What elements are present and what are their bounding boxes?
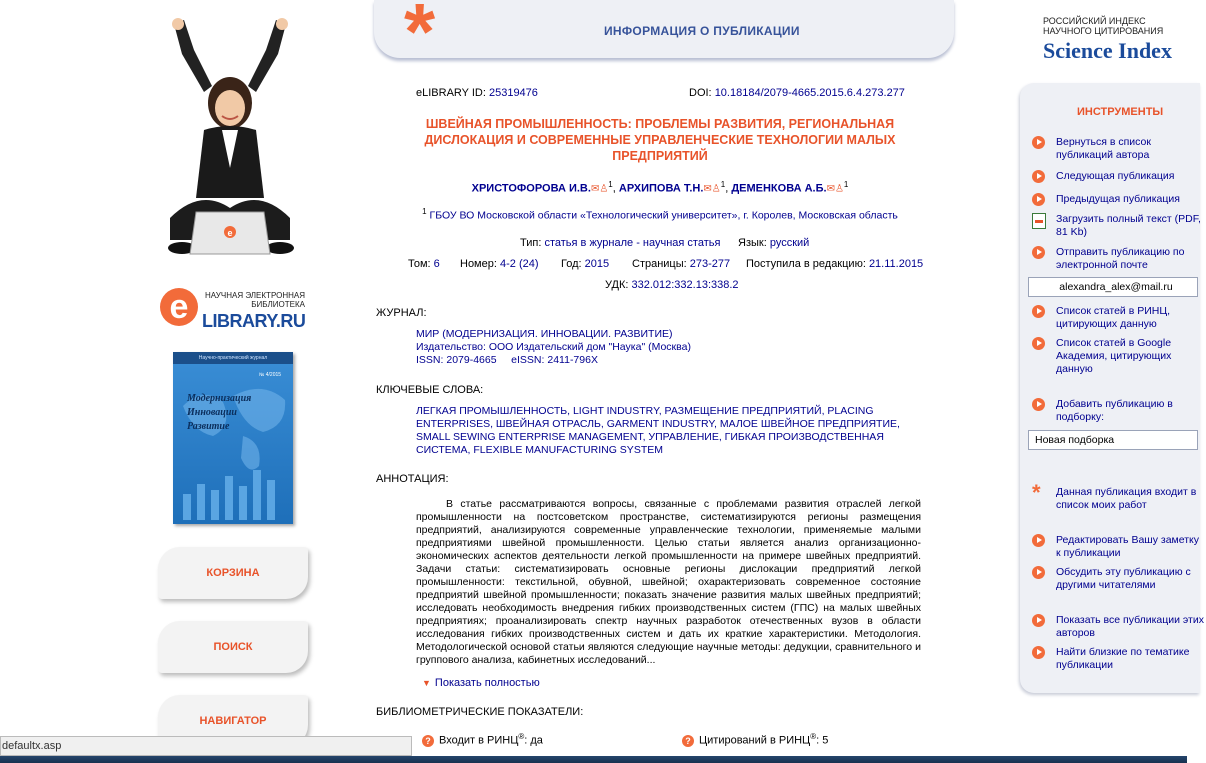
arrow-right-icon — [1032, 305, 1045, 318]
profile-icon[interactable]: ♙ — [711, 183, 721, 195]
browser-status-bar: defaultx.asp — [0, 736, 412, 756]
hero-illustration — [160, 18, 300, 264]
tool-label: Показать все публикации этих авторов — [1056, 614, 1204, 639]
number-link[interactable]: 4-2 (24) — [499, 258, 539, 270]
arrow-right-icon — [1032, 193, 1045, 206]
page-title: ИНФОРМАЦИЯ О ПУБЛИКАЦИИ — [604, 24, 800, 38]
pub-pages — [632, 258, 730, 270]
tool-label: Вернуться в список публикаций автора — [1056, 136, 1151, 161]
profile-icon[interactable]: ♙ — [834, 183, 844, 195]
doi — [689, 87, 905, 99]
pub-udk — [605, 279, 739, 291]
pub-year — [561, 258, 609, 270]
keywords-section-label: КЛЮЧЕВЫЕ СЛОВА: — [376, 384, 484, 396]
elibrary-id — [416, 87, 538, 99]
logo-subtitle-line2: БИБЛИОТЕКА — [251, 300, 305, 309]
eissn-label: eISSN: — [511, 354, 545, 366]
publisher-city: (Москва) — [648, 341, 691, 353]
tool-label: Предыдущая публикация — [1056, 193, 1180, 205]
asterisk-icon: * — [1032, 480, 1041, 505]
publication-title: ШВЕЙНАЯ ПРОМЫШЛЕННОСТЬ: ПРОБЛЕМЫ РАЗВИТИЯ, РЕГИОНАЛЬНАЯ ДИСЛОКАЦИЯ И СОВРЕМЕННЫЕ УПРАВЛЕНЧЕСКИЕ ТЕХНОЛОГИИ МАЛЫХ ПРЕДПРИЯТИЙ — [424, 117, 896, 163]
collection-select[interactable]: Новая подборка — [1028, 430, 1198, 450]
arrow-right-icon — [1032, 534, 1045, 547]
cart-button[interactable]: КОРЗИНА — [158, 547, 308, 599]
elibrary-logo[interactable] — [160, 288, 310, 332]
email-icon[interactable]: ✉ — [590, 183, 600, 195]
pub-received — [746, 258, 923, 270]
tool-label: Найти близкие по тематике публикации — [1056, 646, 1190, 671]
show-full-label: Показать полностью — [434, 677, 540, 689]
arrow-right-icon — [1032, 136, 1045, 149]
cover-top-line: Научно-практический журнал — [173, 352, 293, 364]
authors-line: ХРИСТОФОРОВА И.В.✉♙$^1$, АРХИПОВА Т.Н.✉♙$^1$, ДЕМЕНКОВА А.Б.✉♙$^1$ — [471, 180, 849, 195]
rinc-label: Входит в РИНЦ — [439, 734, 519, 747]
pub-volume — [408, 258, 440, 270]
elibrary-id-value: 25319476 — [488, 87, 538, 99]
email-icon[interactable]: ✉ — [703, 183, 712, 195]
citations-sup: ® — [810, 732, 817, 741]
cover-title-line1: Модернизация — [187, 393, 252, 404]
cover-title-line3: Развитие — [187, 421, 230, 432]
author-link[interactable]: ХРИСТОФОРОВА И.В. — [471, 182, 591, 195]
lang-label: Язык: — [738, 237, 767, 249]
journal-name-link[interactable]: МИР (МОДЕРНИЗАЦИЯ. ИННОВАЦИИ. РАЗВИТИЕ) — [416, 328, 673, 340]
tool-label: Добавить публикацию в подборку: — [1056, 398, 1173, 423]
citations-value: : 5 — [816, 734, 829, 747]
volume-label: Том: — [408, 258, 431, 270]
arrow-right-icon — [1032, 646, 1045, 659]
lang-value: русский — [769, 237, 810, 249]
arrow-right-icon — [1032, 398, 1045, 411]
svg-text:e: e — [227, 228, 233, 238]
author-sup: 1 — [720, 180, 726, 189]
arrow-right-icon — [1032, 566, 1045, 579]
author-sup: 1 — [608, 180, 613, 189]
tool-label: Данная публикация входит в список моих работ — [1056, 486, 1197, 511]
science-index-logo[interactable]: Science Index — [1043, 38, 1172, 63]
publisher-link[interactable]: ООО Издательский дом "Наука" — [488, 341, 646, 353]
udk-value: 332.012:332.13:338.2 — [631, 279, 739, 291]
science-index-subtitle — [1043, 16, 1163, 36]
tool-label: Список статей в РИНЦ, цитирующих данную — [1056, 305, 1171, 330]
cover-title-line2: Инновации — [187, 407, 237, 418]
cover-world-map — [173, 366, 293, 524]
elibrary-id-label: eLIBRARY ID: — [416, 87, 486, 99]
udk-label: УДК: — [605, 279, 629, 291]
cover-issue: № 4/2015 — [259, 372, 282, 378]
science-index-line2: НАУЧНОГО ЦИТИРОВАНИЯ — [1043, 26, 1164, 36]
issn-value: 2079-4665 — [446, 354, 497, 366]
arrow-right-icon — [1032, 614, 1045, 627]
pages-label: Страницы: — [632, 258, 687, 270]
tool-label: Редактировать Вашу заметку к публикации — [1056, 534, 1200, 559]
received-label: Поступила в редакцию: — [746, 258, 866, 270]
received-value: 21.11.2015 — [868, 258, 924, 270]
year-label: Год: — [561, 258, 582, 270]
year-value: 2015 — [584, 258, 610, 270]
doi-label: DOI: — [689, 87, 712, 99]
number-label: Номер: — [460, 258, 497, 270]
author-link[interactable]: ДЕМЕНКОВА А.Б. — [731, 182, 827, 195]
eissn-value: 2411-796X — [547, 354, 598, 366]
help-icon[interactable]: ? — [422, 735, 434, 747]
journal-info — [416, 328, 921, 367]
page-banner — [374, 0, 954, 76]
science-index-line1: РОССИЙСКИЙ ИНДЕКС — [1043, 16, 1146, 26]
pub-type — [520, 237, 720, 249]
email-input[interactable]: alexandra_alex@mail.ru — [1028, 277, 1198, 297]
author-link[interactable]: АРХИПОВА Т.Н. — [618, 182, 704, 195]
asterisk-icon: * — [404, 0, 436, 76]
help-icon[interactable]: ? — [682, 735, 694, 747]
rinc-status — [422, 732, 543, 747]
type-label: Тип: — [520, 237, 542, 249]
doi-link[interactable]: 10.18184/2079-4665.2015.6.4.273.277 — [714, 87, 905, 99]
affiliation-link[interactable]: ГБОУ ВО Московской области «Технологический университет», г. Королев, Московская область — [429, 209, 898, 222]
type-value: статья в журнале - научная статья — [544, 237, 721, 249]
rinc-value: : да — [524, 734, 543, 747]
annotation-section-label: АННОТАЦИЯ: — [376, 473, 449, 485]
pub-lang — [738, 237, 809, 249]
journal-cover[interactable] — [173, 352, 293, 524]
tool-label: Следующая публикация — [1056, 170, 1175, 182]
pdf-icon — [1032, 213, 1046, 229]
volume-value: 6 — [433, 258, 440, 270]
author-sup: 1 — [843, 180, 849, 189]
arrow-right-icon — [1032, 246, 1045, 259]
journal-section-label: ЖУРНАЛ: — [376, 307, 427, 319]
rinc-sup: ® — [518, 732, 525, 741]
logo-subtitle-line1: НАУЧНАЯ ЭЛЕКТРОННАЯ — [205, 291, 305, 300]
publisher-label: Издательство: — [416, 341, 486, 353]
tool-label: Отправить публикацию по электронной почте — [1056, 246, 1185, 271]
affiliation — [390, 207, 930, 222]
biblio-section-label: БИБЛИОМЕТРИЧЕСКИЕ ПОКАЗАТЕЛИ: — [376, 706, 584, 718]
arrow-right-icon — [1032, 170, 1045, 183]
tools-title: ИНСТРУМЕНТЫ — [1077, 106, 1164, 118]
logo-wordmark: LIBRARY.RU — [202, 311, 306, 331]
issn-label: ISSN: — [416, 354, 444, 366]
show-full-link[interactable] — [422, 677, 540, 689]
citations-label: Цитирований в РИНЦ — [699, 734, 811, 747]
pages-value: 273-277 — [689, 258, 731, 270]
navigator-button[interactable]: НАВИГАТОР — [158, 695, 308, 747]
profile-icon[interactable]: ♙ — [599, 183, 609, 195]
triangle-down-icon: ▼ — [422, 678, 431, 688]
arrow-right-icon — [1032, 337, 1045, 350]
search-button[interactable]: ПОИСК — [158, 621, 308, 673]
tool-label: Список статей в Google Академия, цитирующих данную — [1056, 337, 1172, 375]
tool-label: Загрузить полный текст (PDF, 81 Kb) — [1056, 213, 1201, 238]
annotation-text: В статье рассматриваются вопросы, связанные с проблемами развития отраслей легкой промышленности на постсоветском пространстве, систематизируются регионы размещения предприятий, анализируются современные управленческие технологии, применяемые малыми предприятиями швейной промышленности. Целью статьи является анализ организационно-экономических аспектов деятельности легкой промышленности на примере швейных предприятий. Задачи статьи: систематизировать основные регионы дислокации предприятий легкой промышленности: текстильной, обувной, швейной; охарактеризовать современное состояние предприятий швейной промышленности; показать значение развития малых швейных предприятий; исследовать необходимость внедрения гибких производственных систем (ГПС) на малых швейных предприятиях; проанализировать спектр научных разработок отечественных вузов в области исследования гибких производственных систем и дать их краткие характеристики. Методология. Методологической основой статьи являются следующие научные методы: дедукции, сравнительного и группового анализа, кабинетных исследований... — [416, 498, 921, 666]
tool-label: Обсудить эту публикацию с другими читателями — [1056, 566, 1191, 591]
citations-count — [682, 732, 828, 747]
logo-e-mark: e — [160, 288, 198, 326]
affiliation-sup: 1 — [422, 207, 427, 216]
pub-number — [460, 258, 539, 270]
os-taskbar[interactable] — [0, 756, 1187, 763]
email-icon[interactable]: ✉ — [826, 183, 835, 195]
keywords-list[interactable]: ЛЕГКАЯ ПРОМЫШЛЕННОСТЬ, LIGHT INDUSTRY, РАЗМЕЩЕНИЕ ПРЕДПРИЯТИЙ, PLACING ENTERPRISES, ШВЕЙНАЯ ОТРАСЛЬ, GARMENT INDUSTRY, МАЛОЕ ШВЕЙНОЕ ПРЕДПРИЯТИЕ, SMALL SEWING ENTERPRISE MANAGEMENT, УПРАВЛЕНИЕ, ГИБКАЯ ПРОИЗВОДСТВЕННАЯ СИСТЕМА, FLEXIBLE MANUFACTURING SYSTEM — [416, 405, 900, 456]
